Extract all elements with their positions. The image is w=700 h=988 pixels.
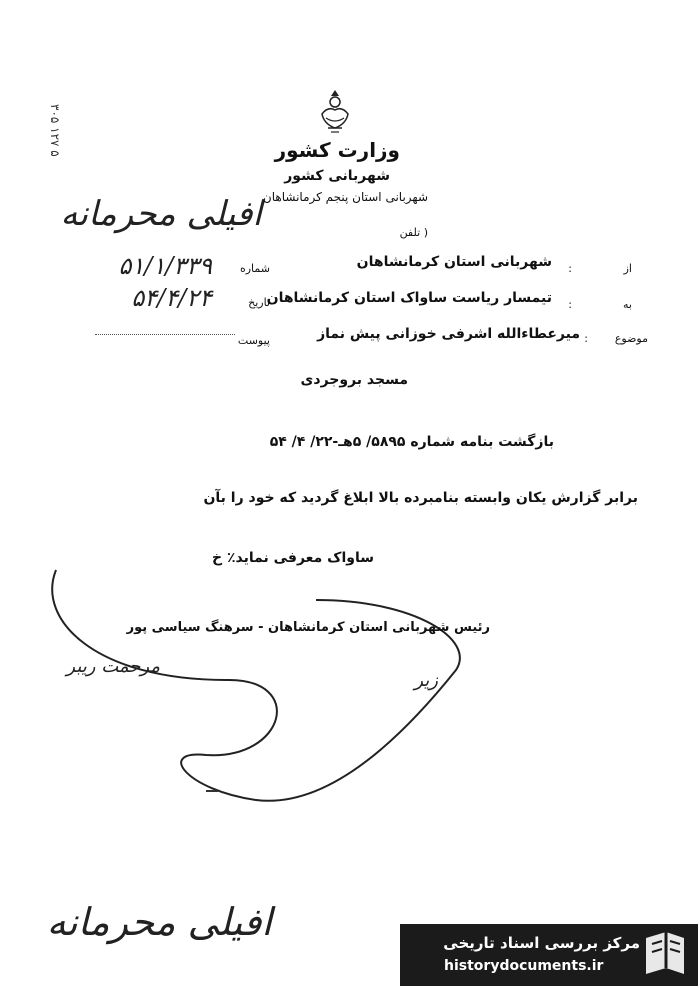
signature-swirl: [36, 560, 476, 820]
letter-date-value: ۵۴/۴/۲۴: [131, 284, 212, 312]
date-label: تاریخ: [248, 296, 270, 309]
from-label: از: [623, 262, 632, 275]
from-colon: :: [568, 262, 572, 275]
number-label: شماره: [239, 262, 270, 275]
lion-and-sun-emblem: [314, 88, 356, 136]
phone-label: ( تلفن: [399, 226, 428, 239]
signature-title: رئیس شهربانی استان کرمانشاهان - سرهنگ سیاسی پور: [126, 620, 490, 635]
handwritten-note-left: مرحمت ریبر: [66, 656, 160, 677]
subject-continuation: مسجد بروجردی: [300, 372, 408, 388]
ministry-title: وزارت کشور: [274, 138, 400, 162]
to-value: تیمسار ریاست ساواک استان کرمانشاهان: [266, 290, 552, 306]
reference-line: بازگشت بنامه شماره ۵۸۹۵/ ۵هـ-۲۲/ ۴/ ۵۴: [269, 434, 554, 450]
subject-colon: :: [584, 332, 588, 345]
watermark-title: مرکز بررسی اسناد تاریخی: [443, 934, 640, 952]
to-label: به: [623, 298, 632, 311]
from-value: شهربانی استان کرمانشاهان: [356, 254, 552, 270]
dash-mark: [206, 790, 218, 792]
office-title: شهربانی استان پنجم کرمانشاهان: [262, 190, 428, 204]
book-logo-icon: [640, 928, 690, 980]
subject-label: موضوع: [614, 332, 648, 345]
confidential-stamp-bottom: افیلی محرمانه: [46, 900, 272, 944]
body-line-1: برابر گزارش یکان وابسته بنامبرده بالا ابلاغ گردید که خود را بآن: [203, 490, 638, 506]
attachment-label: پیوست: [237, 334, 270, 347]
letter-number-value: ۵۱/۱/۳۳۹: [118, 252, 212, 280]
confidential-stamp-top: افیلی محرمانه: [60, 194, 262, 234]
department-title: شهربانی کشور: [284, 168, 390, 184]
to-colon: :: [568, 298, 572, 311]
side-note: ۳۰۵ ۱۲۷ ۵: [48, 104, 62, 157]
body-line-2: ساواک معرفی نماید٪ خ: [212, 550, 374, 566]
watermark-url: historydocuments.ir: [444, 958, 604, 974]
handwritten-note-right: زیر: [414, 670, 438, 691]
attachment-line: [95, 334, 235, 335]
subject-value: میرعطاءالله اشرفی خوزانی پیش نماز: [317, 326, 580, 342]
